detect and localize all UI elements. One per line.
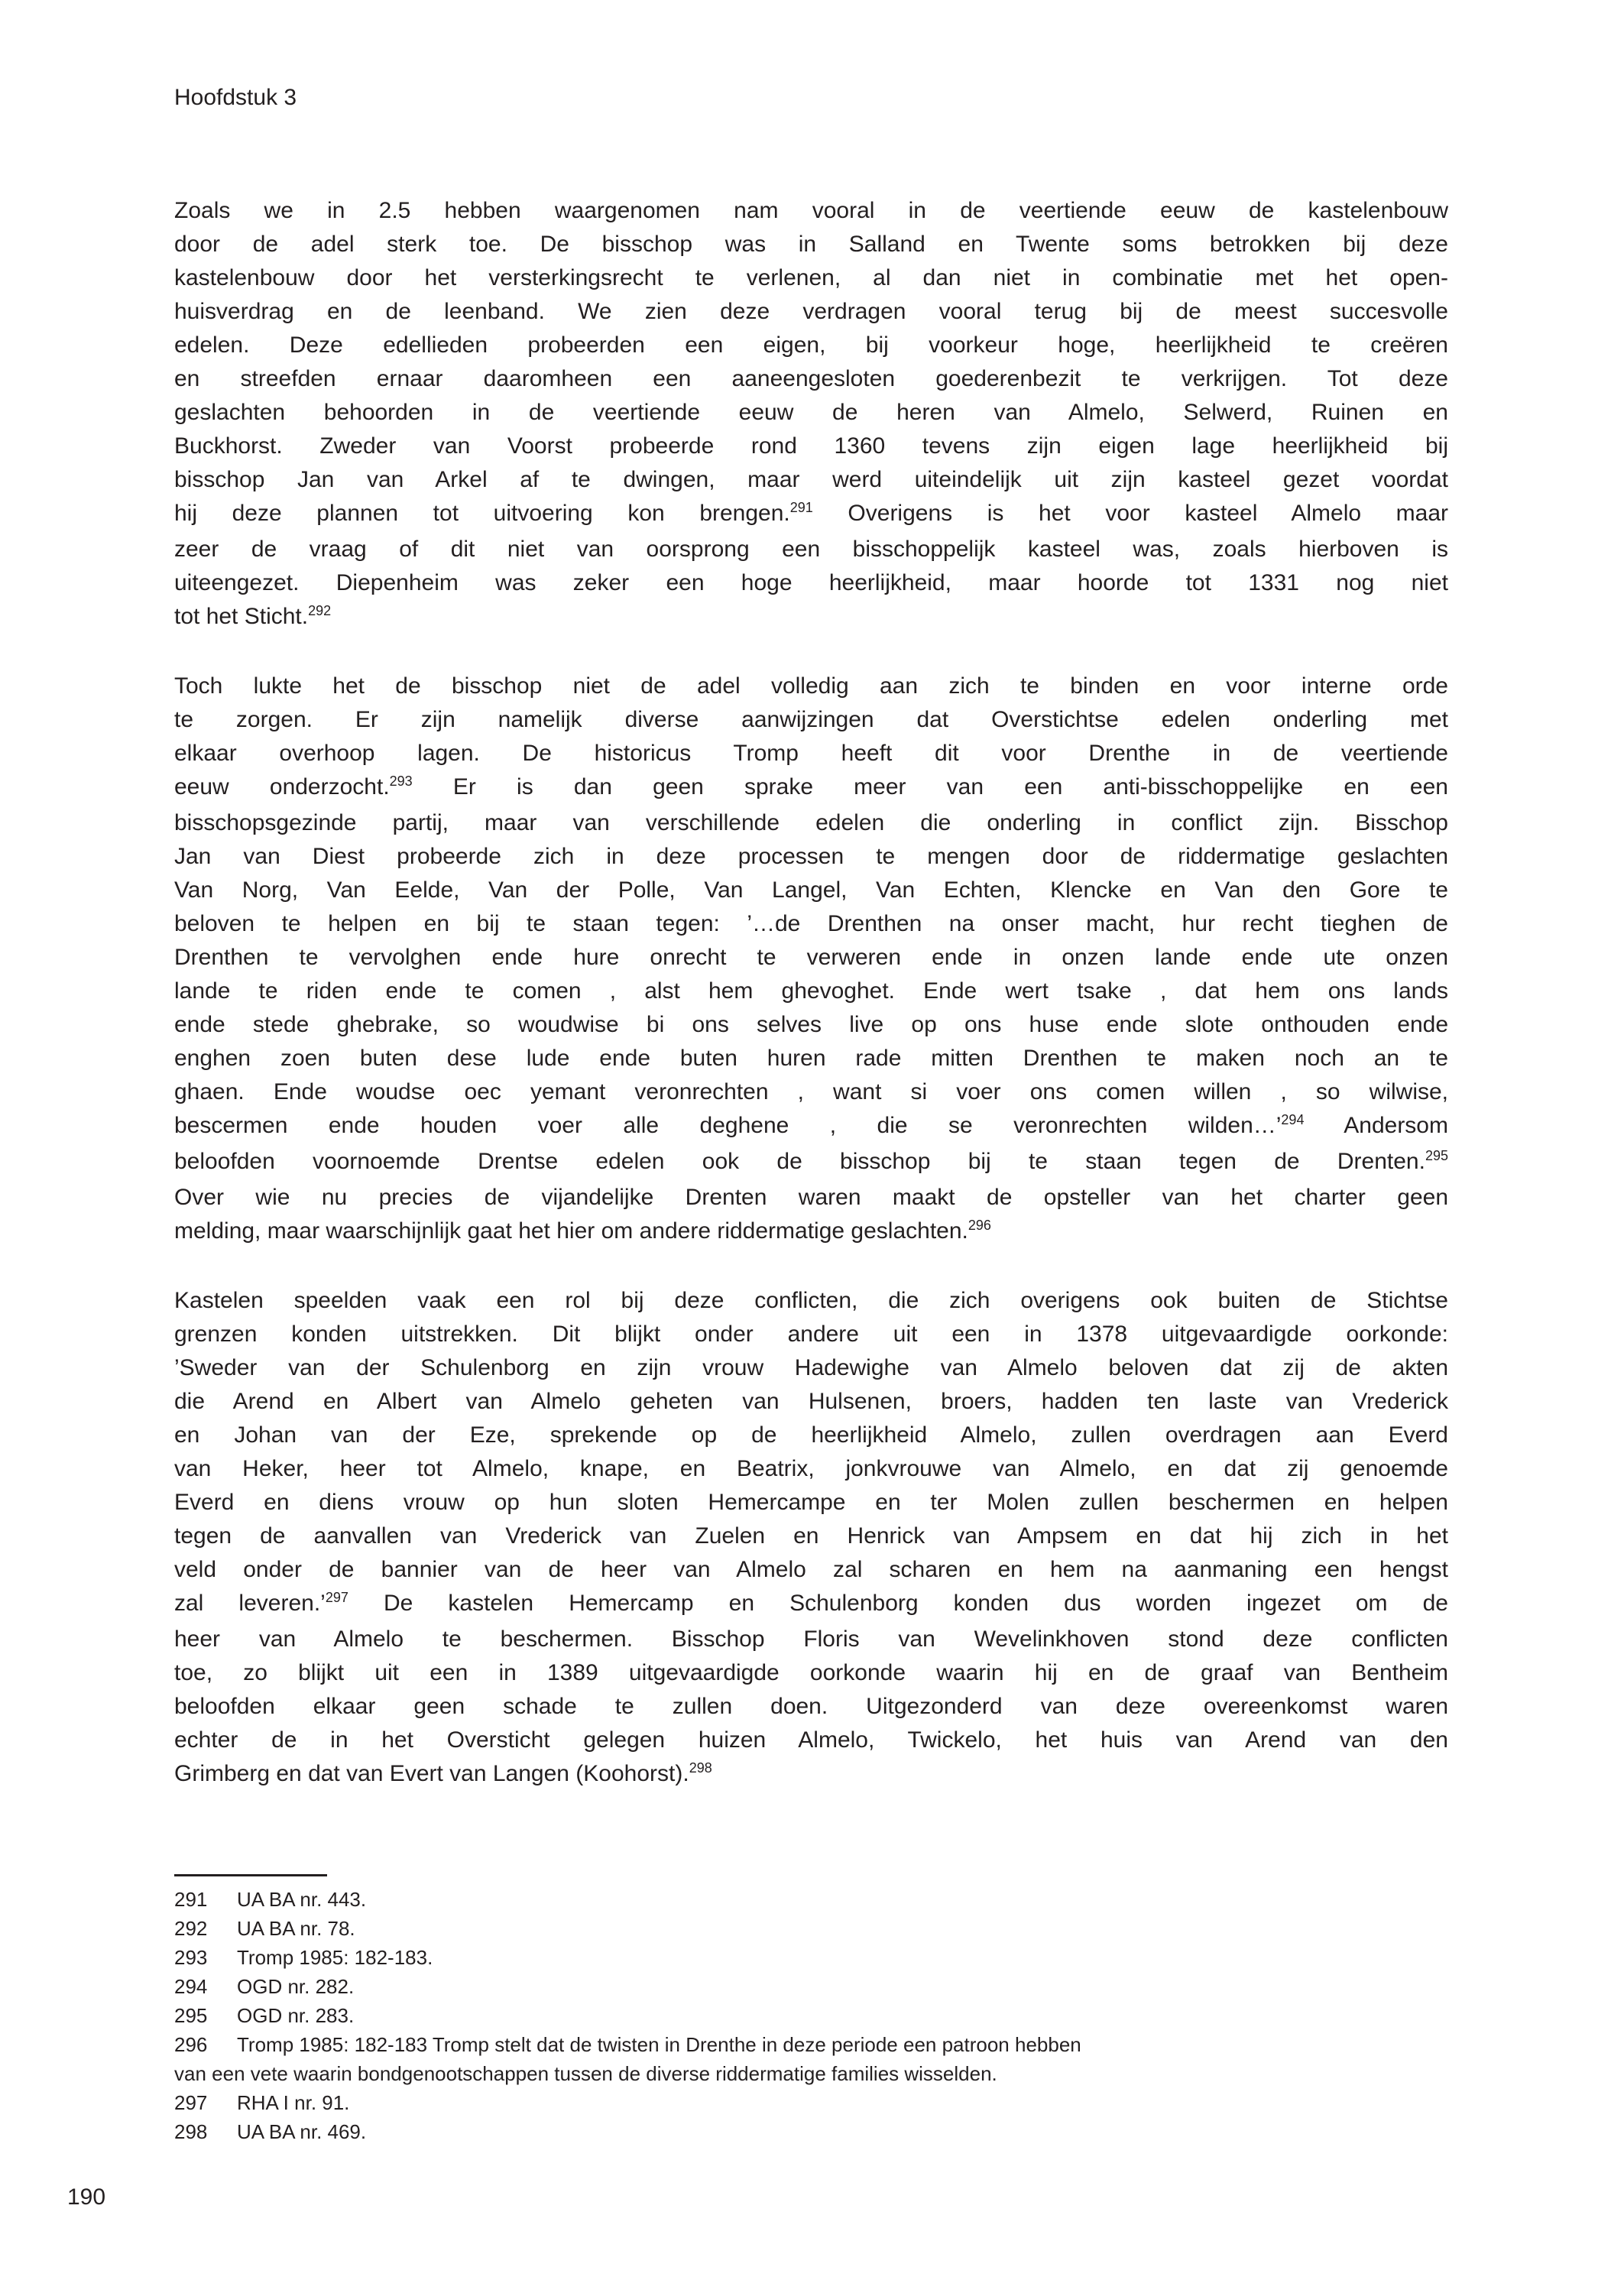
text-segment: kastelenbouw door het versterkingsrecht te verlenen, al dan niet in combinatie met het open-	[174, 265, 1448, 290]
text-segment: geslachten behoorden in de veertiende eeuw de heren van Almelo, Selwerd, Ruinen en	[174, 400, 1448, 425]
text-line	[174, 1075, 1448, 1109]
text-segment: uiteengezet. Diepenheim was zeker een hoge heerlijkheid, maar hoorde tot 1331 nog niet	[174, 570, 1448, 595]
footnote-text: RHA I nr. 91.	[237, 2091, 350, 2114]
text-line	[174, 670, 1448, 703]
text-line	[174, 463, 1448, 497]
text-segment: melding, maar waarschijnlijk gaat het hier om andere riddermatige geslachten.	[174, 1218, 968, 1244]
text-line	[174, 1351, 1448, 1385]
footnote-line	[174, 2001, 1448, 2030]
text-segment: heer van Almelo te beschermen. Bisschop Floris van Wevelinkhoven stond deze conflicten	[174, 1627, 1448, 1652]
text-segment: tegen de aanvallen van Vrederick van Zuelen en Henrick van Ampsem en dat hij zich in het	[174, 1523, 1448, 1549]
footnote-line	[174, 2059, 1448, 2088]
footnote-line	[174, 1914, 1448, 1943]
footnote-separator	[174, 1874, 327, 1876]
text-line	[174, 362, 1448, 396]
text-line	[174, 840, 1448, 874]
text-segment: Buckhorst. Zweder van Voorst probeerde rond 1360 tevens zijn eigen lage heerlijkheid bij	[174, 433, 1448, 459]
text-line	[174, 533, 1448, 566]
text-line	[174, 1318, 1448, 1351]
text-line	[174, 1757, 1448, 1793]
footnote-text: OGD nr. 283.	[237, 2004, 355, 2027]
text-segment: Van Norg, Van Eelde, Van der Polle, Van Langel, Van Echten, Klencke en Van den Gore te	[174, 877, 1448, 903]
text-line	[174, 1656, 1448, 1690]
footnote-ref: 297	[325, 1590, 348, 1605]
text-line	[174, 1486, 1448, 1519]
text-line	[174, 329, 1448, 362]
text-line	[174, 1215, 1448, 1250]
text-segment: lande te riden ende te comen , alst hem ghevoghet. Ende wert tsake , dat hem ons lands	[174, 978, 1448, 1004]
text-line	[174, 907, 1448, 941]
body-text	[174, 194, 1448, 1793]
text-line	[174, 1284, 1448, 1318]
text-line	[174, 430, 1448, 463]
text-segment: Jan van Diest probeerde zich in deze processen te mengen door de riddermatige geslachten	[174, 844, 1448, 869]
text-segment: eeuw onderzocht.	[174, 774, 390, 799]
footnote-item	[174, 1972, 1448, 2001]
text-line	[174, 600, 1448, 636]
text-segment: Overigens is het voor kasteel Almelo maar	[812, 501, 1449, 526]
text-segment: ende stede ghebrake, so woudwise bi ons selves live op ons huse ende slote onthouden ende	[174, 1012, 1448, 1037]
footnote-number: 295	[174, 2004, 208, 2027]
text-segment: enghen zoen buten dese lude ende buten huren rade mitten Drenthen te maken noch an te	[174, 1046, 1448, 1071]
footnote-item	[174, 2117, 1448, 2146]
text-line	[174, 1145, 1448, 1181]
text-line	[174, 1519, 1448, 1553]
text-line	[174, 1419, 1448, 1452]
text-segment: veld onder de bannier van de heer van Almelo zal scharen en hem na aanmaning een hengst	[174, 1557, 1448, 1582]
footnote-number: 293	[174, 1946, 208, 1969]
footnote-item	[174, 1943, 1448, 1972]
text-line	[174, 396, 1448, 430]
text-line	[174, 975, 1448, 1008]
text-line	[174, 1553, 1448, 1587]
text-segment: Zoals we in 2.5 hebben waargenomen nam vooral in de veertiende eeuw de kastelenbouw	[174, 198, 1448, 223]
text-line	[174, 295, 1448, 329]
text-segment: zeer de vraag of dit niet van oorsprong een bisschoppelijk kasteel was, zoals hierboven is	[174, 537, 1448, 562]
paragraph	[174, 194, 1448, 636]
text-segment: bisschopsgezinde partij, maar van verschillende edelen die onderling in conflict zijn. Bisschop	[174, 810, 1448, 835]
footnote-ref: 292	[308, 603, 332, 618]
footnote-text: Tromp 1985: 182-183 Tromp stelt dat de twisten in Drenthe in deze periode een patroon hebben	[237, 2033, 1081, 2056]
paragraph	[174, 670, 1448, 1250]
footnote-item	[174, 2001, 1448, 2030]
text-line	[174, 1109, 1448, 1145]
text-segment: huisverdrag en de leenband. We zien deze verdragen vooral terug bij de meest succesvolle	[174, 299, 1448, 324]
text-segment: beloofden elkaar geen schade te zullen doen. Uitgezonderd van deze overeenkomst waren	[174, 1694, 1448, 1719]
footnote-line	[174, 2117, 1448, 2146]
text-segment: bisschop Jan van Arkel af te dwingen, maar werd uiteindelijk uit zijn kasteel gezet voordat	[174, 467, 1448, 492]
footnote-line	[174, 2088, 1448, 2117]
text-segment: beloofden voornoemde Drentse edelen ook de bisschop bij te staan tegen de Drenten.	[174, 1149, 1425, 1174]
footnote-text: UA BA nr. 78.	[237, 1917, 355, 1940]
text-segment: Andersom	[1304, 1113, 1448, 1138]
page-number: 190	[67, 2184, 106, 2210]
text-line	[174, 1724, 1448, 1757]
paragraph	[174, 1284, 1448, 1793]
footnote-number: 291	[174, 1888, 208, 1911]
text-segment: toe, zo blijkt uit een in 1389 uitgevaardigde oorkonde waarin hij en de graaf van Bentheim	[174, 1660, 1448, 1685]
text-segment: Drenthen te vervolghen ende hure onrecht te verweren ende in onzen lande ende ute onzen	[174, 945, 1448, 970]
text-segment: grenzen konden uitstrekken. Dit blijkt onder andere uit een in 1378 uitgevaardigde oorkonde:	[174, 1322, 1448, 1347]
text-segment: ghaen. Ende woudse oec yemant veronrechten , want si voer ons comen willen , so wilwise,	[174, 1079, 1448, 1104]
text-segment: die Arend en Albert van Almelo geheten van Hulsenen, broers, hadden ten laste van Vrederick	[174, 1389, 1448, 1414]
text-line	[174, 1623, 1448, 1656]
text-segment: zal leveren.’	[174, 1591, 326, 1616]
footnote-text: UA BA nr. 443.	[237, 1888, 367, 1911]
footnote-line	[174, 1885, 1448, 1914]
footnote-text: Tromp 1985: 182-183.	[237, 1946, 433, 1969]
text-segment: Everd en diens vrouw op hun sloten Hemercampe en ter Molen zullen beschermen en helpen	[174, 1490, 1448, 1515]
text-segment: edelen. Deze edellieden probeerden een eigen, bij voorkeur hoge, heerlijkheid te creëren	[174, 332, 1448, 358]
footnote-number: 294	[174, 1975, 208, 1998]
text-line	[174, 941, 1448, 975]
footnote-item	[174, 1885, 1448, 1914]
text-segment: beloven te helpen en bij te staan tegen: ’…de Drenthen na onser macht, hur recht tieghen de	[174, 911, 1448, 936]
text-segment: Grimberg en dat van Evert van Langen (Koohorst).	[174, 1761, 689, 1786]
text-segment: te zorgen. Er zijn namelijk diverse aanwijzingen dat Overstichtse edelen onderling met	[174, 707, 1448, 732]
text-line	[174, 261, 1448, 295]
footnote-number: 297	[174, 2091, 208, 2114]
footnote-item	[174, 2088, 1448, 2117]
text-line	[174, 194, 1448, 228]
text-line	[174, 1181, 1448, 1215]
text-segment: en streefden ernaar daaromheen een aaneengesloten goederenbezit te verkrijgen. Tot deze	[174, 366, 1448, 391]
text-segment: en Johan van der Eze, sprekende op de heerlijkheid Almelo, zullen overdragen aan Everd	[174, 1422, 1448, 1448]
text-segment: van Heker, heer tot Almelo, knape, en Beatrix, jonkvrouwe van Almelo, en dat zij genoemde	[174, 1456, 1448, 1481]
text-segment: Er is dan geen sprake meer van een anti-bisschoppelijke en een	[412, 774, 1448, 799]
footnote-text: van een vete waarin bondgenootschappen tussen de diverse riddermatige families wisselden.	[174, 2062, 997, 2085]
text-segment: bescermen ende houden voer alle deghene , die se veronrechten wilden…’	[174, 1113, 1282, 1138]
text-line	[174, 1452, 1448, 1486]
text-segment: De kastelen Hemercamp en Schulenborg konden dus worden ingezet om de	[348, 1591, 1448, 1616]
footnote-ref: 291	[789, 500, 813, 515]
text-segment: Over wie nu precies de vijandelijke Drenten waren maakt de opsteller van het charter geen	[174, 1185, 1448, 1210]
footnote-item	[174, 2030, 1448, 2088]
text-segment: hij deze plannen tot uitvoering kon brengen.	[174, 501, 790, 526]
text-line	[174, 1008, 1448, 1042]
text-line	[174, 1587, 1448, 1623]
footnote-ref: 294	[1281, 1112, 1305, 1127]
text-segment: Kastelen speelden vaak een rol bij deze conflicten, die zich overigens ook buiten de Stichtse	[174, 1288, 1448, 1313]
text-line	[174, 1385, 1448, 1419]
text-line	[174, 874, 1448, 907]
footnote-ref: 296	[968, 1218, 991, 1233]
footnote-text: OGD nr. 282.	[237, 1975, 355, 1998]
text-line	[174, 737, 1448, 770]
footnote-ref: 298	[689, 1760, 712, 1776]
footnote-ref: 295	[1425, 1148, 1448, 1163]
footnote-number: 296	[174, 2033, 208, 2056]
footnote-line	[174, 1972, 1448, 2001]
text-line	[174, 566, 1448, 600]
footnote-item	[174, 1914, 1448, 1943]
chapter-header: Hoofdstuk 3	[174, 85, 297, 110]
footnote-number: 298	[174, 2120, 208, 2143]
text-line	[174, 806, 1448, 840]
text-line	[174, 497, 1448, 533]
text-line	[174, 770, 1448, 806]
footnote-text: UA BA nr. 469.	[237, 2120, 367, 2143]
footnote-number: 292	[174, 1917, 208, 1940]
text-segment: ’Sweder van der Schulenborg en zijn vrouw Hadewighe van Almelo beloven dat zij de akten	[174, 1355, 1448, 1380]
text-segment: elkaar overhoop lagen. De historicus Tromp heeft dit voor Drenthe in de veertiende	[174, 741, 1448, 766]
footnote-line	[174, 2030, 1448, 2059]
text-segment: door de adel sterk toe. De bisschop was in Salland en Twente soms betrokken bij deze	[174, 232, 1448, 257]
text-line	[174, 1690, 1448, 1724]
text-segment: Toch lukte het de bisschop niet de adel volledig aan zich te binden en voor interne orde	[174, 673, 1448, 699]
text-line	[174, 1042, 1448, 1075]
text-segment: tot het Sticht.	[174, 604, 309, 629]
footnotes	[174, 1885, 1448, 2146]
footnote-line	[174, 1943, 1448, 1972]
text-line	[174, 703, 1448, 737]
footnote-ref: 293	[389, 774, 413, 789]
text-line	[174, 228, 1448, 261]
text-segment: echter de in het Oversticht gelegen huizen Almelo, Twickelo, het huis van Arend van den	[174, 1727, 1448, 1753]
